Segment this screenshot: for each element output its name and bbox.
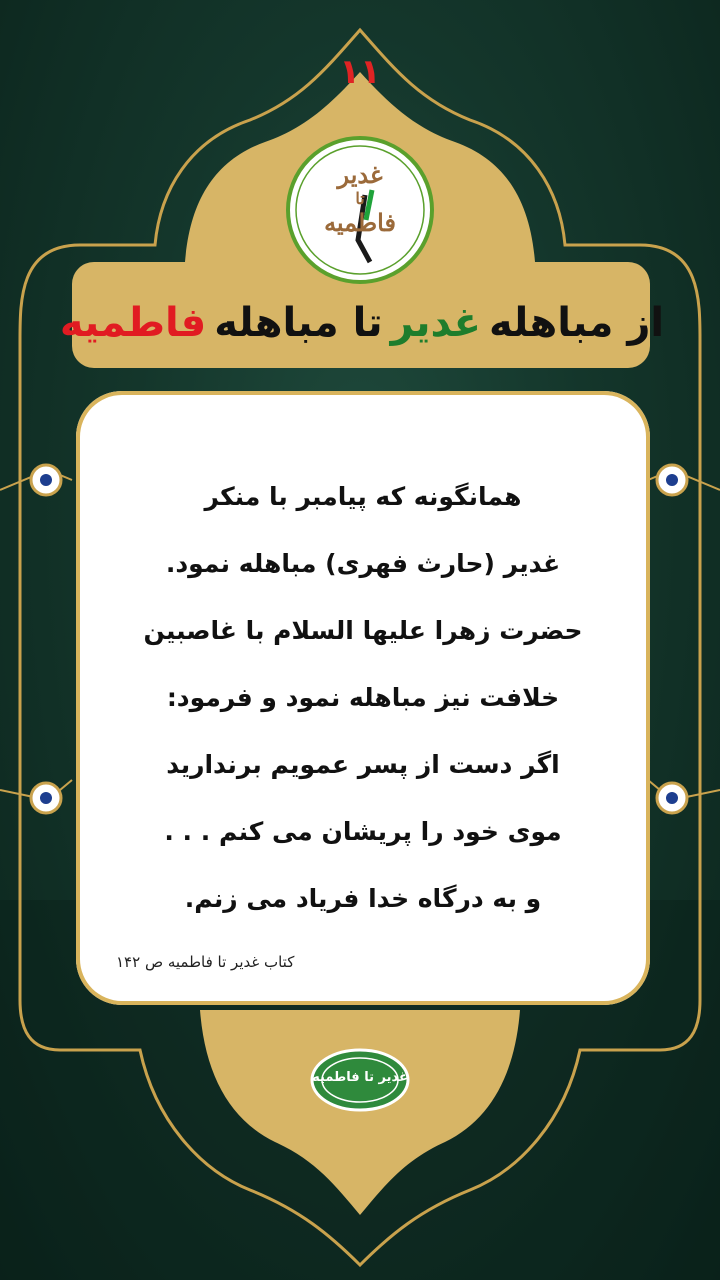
body-line: همانگونه که پیامبر با منکر [204,482,522,511]
top-logo-line2: تا [355,189,365,208]
body-line: اگر دست از پسر عمویم برندارید [166,750,560,779]
rosette-left-top-icon [31,465,61,495]
source-note: کتاب غدیر تا فاطمیه ص ۱۴۲ [116,953,295,971]
body-line: خلافت نیز مباهله نمود و فرمود: [166,683,560,712]
top-logo-line3: فاطمیه [324,208,396,237]
title-part-2: غدیر [390,300,481,346]
title-part-3: تا مباهله [214,300,383,346]
post-number: ۱۱ [339,52,381,92]
top-logo-line1: غدیر [337,160,383,189]
content-card [76,391,650,1005]
title-part-4: فاطمیه [59,300,207,346]
body-line: غدیر (حارث فهری) مباهله نمود. [165,549,561,578]
body-line: حضرت زهرا علیها السلام با غاصبین [143,616,583,645]
body-line: موی خود را پریشان می کنم . . . [164,817,562,846]
rosette-right-bottom-icon [657,783,687,813]
body-line: و به درگاه خدا فریاد می زنم. [184,884,542,913]
page-title [59,283,665,363]
top-logo-text [300,160,420,238]
body-text [112,463,614,932]
rosette-left-bottom-icon [31,783,61,813]
bottom-emblem-text: غدیر تا فاطمیه [312,1070,408,1085]
title-part-1: از مباهله [488,300,665,346]
rosette-right-top-icon [657,465,687,495]
